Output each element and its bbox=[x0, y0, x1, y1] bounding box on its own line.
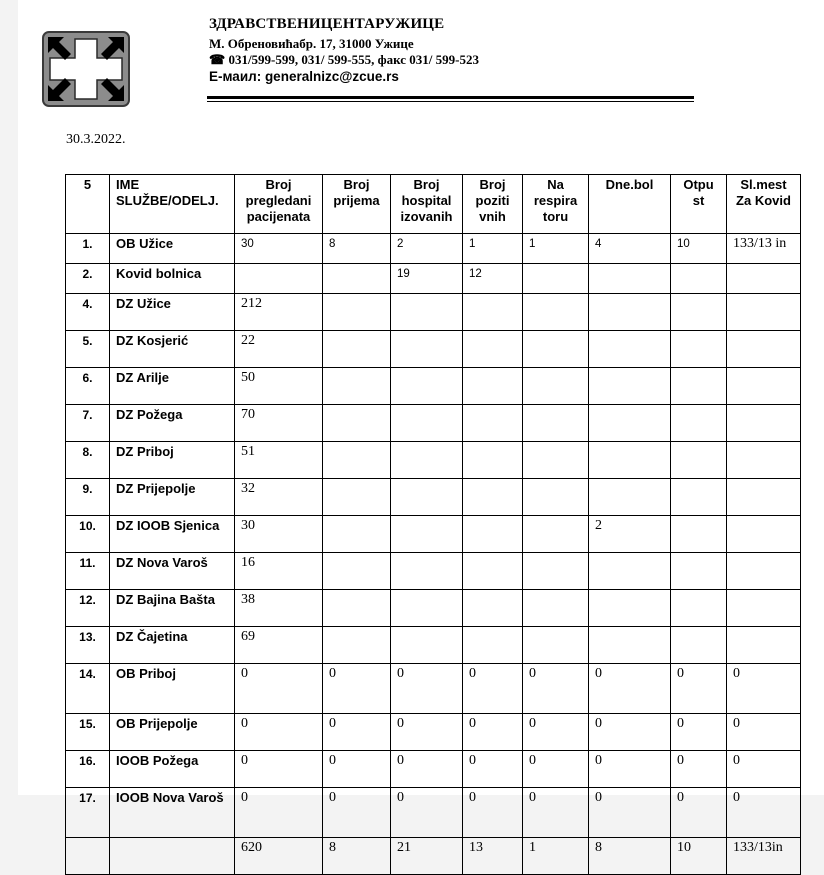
data-cell bbox=[391, 294, 463, 331]
data-cell: 0 bbox=[463, 751, 523, 788]
table-row bbox=[66, 838, 801, 875]
data-cell bbox=[671, 553, 727, 590]
service-name: DZ IOOB Sjenica bbox=[110, 516, 235, 553]
data-cell bbox=[323, 405, 391, 442]
table-row bbox=[66, 788, 801, 838]
data-cell: 16 bbox=[235, 553, 323, 590]
data-cell: 0 bbox=[523, 788, 589, 838]
data-cell bbox=[463, 590, 523, 627]
data-cell bbox=[589, 264, 671, 294]
header-cell: 5 bbox=[66, 175, 110, 234]
service-name: OB Užice bbox=[110, 234, 235, 264]
data-cell bbox=[671, 294, 727, 331]
data-cell bbox=[463, 479, 523, 516]
table-row bbox=[66, 664, 801, 714]
service-name: Kovid bolnica bbox=[110, 264, 235, 294]
header-cell: Broj hospital izovanih bbox=[391, 175, 463, 234]
data-cell bbox=[727, 264, 801, 294]
data-cell bbox=[323, 627, 391, 664]
data-cell: 10 bbox=[671, 838, 727, 875]
data-cell bbox=[523, 479, 589, 516]
data-cell: 0 bbox=[523, 664, 589, 714]
data-cell: 1 bbox=[523, 838, 589, 875]
data-cell bbox=[391, 553, 463, 590]
data-cell bbox=[671, 442, 727, 479]
data-cell: 0 bbox=[391, 664, 463, 714]
header-cell: Otpu st bbox=[671, 175, 727, 234]
header-cell: Broj poziti vnih bbox=[463, 175, 523, 234]
table-row bbox=[66, 751, 801, 788]
organization-address: М. Обреновићабр. 17, 31000 Ужице bbox=[209, 36, 414, 51]
row-number: 14. bbox=[66, 664, 110, 714]
row-number: 1. bbox=[66, 234, 110, 264]
row-number: 2. bbox=[66, 264, 110, 294]
data-cell: 8 bbox=[323, 234, 391, 264]
data-cell: 0 bbox=[589, 664, 671, 714]
data-cell bbox=[727, 627, 801, 664]
service-name: DZ Kosjerić bbox=[110, 331, 235, 368]
organization-name: ЗДРАВСТВЕНИЦЕНТАРУЖИЦЕ bbox=[209, 16, 445, 32]
service-name: OB Priboj bbox=[110, 664, 235, 714]
header-cell: Broj prijema bbox=[323, 175, 391, 234]
data-cell: 0 bbox=[235, 751, 323, 788]
table-row bbox=[66, 442, 801, 479]
header-cell: Broj pregledani pacijenata bbox=[235, 175, 323, 234]
data-cell: 0 bbox=[727, 751, 801, 788]
data-cell: 30 bbox=[235, 234, 323, 264]
data-cell: 19 bbox=[391, 264, 463, 294]
data-cell bbox=[463, 294, 523, 331]
data-cell bbox=[323, 590, 391, 627]
data-cell bbox=[727, 516, 801, 553]
data-cell bbox=[589, 590, 671, 627]
header-cell: Sl.mest Za Kovid bbox=[727, 175, 801, 234]
data-cell bbox=[523, 516, 589, 553]
data-cell: 22 bbox=[235, 331, 323, 368]
data-cell bbox=[463, 627, 523, 664]
data-cell bbox=[235, 264, 323, 294]
data-cell bbox=[323, 516, 391, 553]
data-cell: 0 bbox=[727, 788, 801, 838]
data-cell: 0 bbox=[589, 714, 671, 751]
data-cell: 0 bbox=[671, 751, 727, 788]
data-cell: 0 bbox=[589, 751, 671, 788]
header-rule-thin bbox=[207, 101, 694, 102]
data-cell bbox=[523, 294, 589, 331]
data-cell: 30 bbox=[235, 516, 323, 553]
row-number: 9. bbox=[66, 479, 110, 516]
data-cell: 38 bbox=[235, 590, 323, 627]
data-cell: 0 bbox=[391, 788, 463, 838]
data-cell bbox=[323, 442, 391, 479]
data-cell bbox=[323, 331, 391, 368]
data-cell bbox=[391, 479, 463, 516]
data-cell: 51 bbox=[235, 442, 323, 479]
service-name: IOOB Nova Varoš bbox=[110, 788, 235, 838]
data-cell: 133/13 in bbox=[727, 234, 801, 264]
data-cell bbox=[671, 590, 727, 627]
row-number: 7. bbox=[66, 405, 110, 442]
data-cell bbox=[391, 368, 463, 405]
service-name: DZ Čajetina bbox=[110, 627, 235, 664]
service-name: DZ Požega bbox=[110, 405, 235, 442]
data-cell bbox=[523, 405, 589, 442]
header-cell: Na respira toru bbox=[523, 175, 589, 234]
data-cell: 0 bbox=[727, 664, 801, 714]
data-cell: 2 bbox=[391, 234, 463, 264]
header-rule-thick bbox=[207, 96, 694, 99]
data-cell: 0 bbox=[671, 664, 727, 714]
data-cell bbox=[727, 442, 801, 479]
data-cell: 0 bbox=[671, 714, 727, 751]
data-cell: 32 bbox=[235, 479, 323, 516]
data-cell: 133/13in bbox=[727, 838, 801, 875]
data-cell: 620 bbox=[235, 838, 323, 875]
data-cell bbox=[671, 479, 727, 516]
data-cell: 0 bbox=[235, 664, 323, 714]
data-cell bbox=[523, 553, 589, 590]
data-cell: 0 bbox=[391, 714, 463, 751]
organization-phone: ☎ 031/599-599, 031/ 599-555, факс 031/ 599-523 bbox=[209, 52, 479, 67]
data-cell bbox=[523, 331, 589, 368]
service-name bbox=[110, 838, 235, 875]
table-row bbox=[66, 479, 801, 516]
data-cell: 0 bbox=[323, 714, 391, 751]
row-number: 6. bbox=[66, 368, 110, 405]
data-cell bbox=[523, 442, 589, 479]
data-cell bbox=[727, 405, 801, 442]
data-cell bbox=[727, 590, 801, 627]
table-row bbox=[66, 234, 801, 264]
data-cell bbox=[391, 405, 463, 442]
data-cell bbox=[463, 516, 523, 553]
data-cell: 50 bbox=[235, 368, 323, 405]
table-row bbox=[66, 405, 801, 442]
header-cell: IME SLUŽBE/ODELJ. bbox=[110, 175, 235, 234]
data-cell: 2 bbox=[589, 516, 671, 553]
data-cell bbox=[323, 294, 391, 331]
table-row bbox=[66, 368, 801, 405]
table-row bbox=[66, 627, 801, 664]
data-cell bbox=[727, 368, 801, 405]
data-cell bbox=[727, 479, 801, 516]
data-cell: 4 bbox=[589, 234, 671, 264]
service-name: DZ Nova Varoš bbox=[110, 553, 235, 590]
row-number: 15. bbox=[66, 714, 110, 751]
service-name: DZ Priboj bbox=[110, 442, 235, 479]
data-cell bbox=[391, 590, 463, 627]
row-number: 5. bbox=[66, 331, 110, 368]
data-cell bbox=[463, 331, 523, 368]
row-number: 8. bbox=[66, 442, 110, 479]
row-number: 12. bbox=[66, 590, 110, 627]
data-cell: 0 bbox=[463, 788, 523, 838]
row-number: 11. bbox=[66, 553, 110, 590]
table-row bbox=[66, 294, 801, 331]
service-name: DZ Prijepolje bbox=[110, 479, 235, 516]
data-cell bbox=[391, 627, 463, 664]
data-cell: 0 bbox=[323, 751, 391, 788]
table-row bbox=[66, 264, 801, 294]
data-cell bbox=[589, 331, 671, 368]
health-center-logo-icon bbox=[42, 31, 130, 107]
service-name: OB Prijepolje bbox=[110, 714, 235, 751]
data-cell: 8 bbox=[589, 838, 671, 875]
data-cell: 0 bbox=[589, 788, 671, 838]
data-cell bbox=[671, 368, 727, 405]
data-cell bbox=[463, 442, 523, 479]
data-cell bbox=[727, 294, 801, 331]
table-row bbox=[66, 516, 801, 553]
data-cell: 69 bbox=[235, 627, 323, 664]
data-cell: 0 bbox=[235, 788, 323, 838]
data-cell bbox=[671, 627, 727, 664]
data-cell bbox=[391, 516, 463, 553]
data-cell: 0 bbox=[323, 664, 391, 714]
data-cell: 70 bbox=[235, 405, 323, 442]
data-cell: 0 bbox=[463, 714, 523, 751]
data-cell bbox=[523, 590, 589, 627]
data-cell bbox=[323, 368, 391, 405]
data-cell bbox=[589, 368, 671, 405]
data-cell: 0 bbox=[323, 788, 391, 838]
organization-email: Е-маил: generalnizc@zcue.rs bbox=[209, 69, 399, 84]
table-row bbox=[66, 590, 801, 627]
data-cell: 13 bbox=[463, 838, 523, 875]
data-cell: 0 bbox=[391, 751, 463, 788]
data-cell: 0 bbox=[523, 751, 589, 788]
header-cell: Dne.bol bbox=[589, 175, 671, 234]
data-cell bbox=[671, 516, 727, 553]
data-cell: 0 bbox=[235, 714, 323, 751]
data-cell: 10 bbox=[671, 234, 727, 264]
data-cell: 1 bbox=[523, 234, 589, 264]
row-number: 17. bbox=[66, 788, 110, 838]
data-cell: 212 bbox=[235, 294, 323, 331]
table-header-row bbox=[66, 175, 801, 234]
data-cell bbox=[589, 442, 671, 479]
data-cell bbox=[671, 405, 727, 442]
data-cell: 0 bbox=[523, 714, 589, 751]
data-cell bbox=[463, 405, 523, 442]
data-cell bbox=[589, 553, 671, 590]
data-cell: 0 bbox=[727, 714, 801, 751]
data-cell bbox=[463, 368, 523, 405]
data-cell: 8 bbox=[323, 838, 391, 875]
data-cell bbox=[523, 627, 589, 664]
data-cell bbox=[323, 264, 391, 294]
data-cell: 12 bbox=[463, 264, 523, 294]
data-cell bbox=[523, 368, 589, 405]
data-cell: 0 bbox=[463, 664, 523, 714]
data-cell bbox=[671, 331, 727, 368]
data-cell bbox=[323, 553, 391, 590]
data-cell bbox=[323, 479, 391, 516]
data-cell: 0 bbox=[671, 788, 727, 838]
table-row bbox=[66, 553, 801, 590]
service-name: IOOB Požega bbox=[110, 751, 235, 788]
report-table bbox=[65, 174, 801, 875]
data-cell bbox=[463, 553, 523, 590]
table-row bbox=[66, 331, 801, 368]
table-row bbox=[66, 714, 801, 751]
data-cell bbox=[671, 264, 727, 294]
row-number: 16. bbox=[66, 751, 110, 788]
data-cell: 1 bbox=[463, 234, 523, 264]
report-date: 30.3.2022. bbox=[66, 132, 126, 147]
data-cell bbox=[727, 331, 801, 368]
data-cell bbox=[589, 479, 671, 516]
row-number: 4. bbox=[66, 294, 110, 331]
service-name: DZ Užice bbox=[110, 294, 235, 331]
data-cell bbox=[391, 331, 463, 368]
data-cell bbox=[391, 442, 463, 479]
data-cell: 21 bbox=[391, 838, 463, 875]
data-cell bbox=[589, 405, 671, 442]
data-cell bbox=[523, 264, 589, 294]
data-cell bbox=[589, 294, 671, 331]
row-number bbox=[66, 838, 110, 875]
row-number: 10. bbox=[66, 516, 110, 553]
service-name: DZ Arilje bbox=[110, 368, 235, 405]
data-cell bbox=[589, 627, 671, 664]
service-name: DZ Bajina Bašta bbox=[110, 590, 235, 627]
data-cell bbox=[727, 553, 801, 590]
row-number: 13. bbox=[66, 627, 110, 664]
